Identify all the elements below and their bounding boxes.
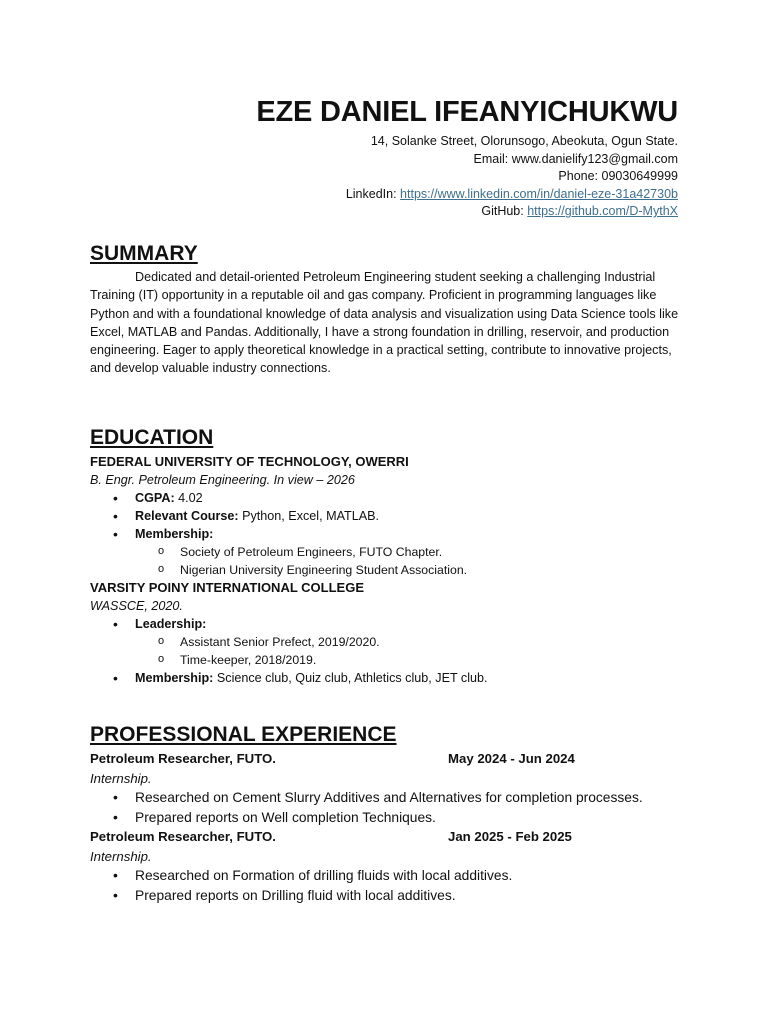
job-role: Petroleum Researcher [90, 829, 230, 844]
job-bullet: • Prepared reports on Well completion Techniques. [90, 808, 680, 828]
exam-line: WASSCE, 2020. [90, 599, 183, 613]
job-org: , FUTO. [229, 829, 276, 844]
resume-header [90, 94, 678, 221]
leadership-label: Leadership: [135, 617, 207, 631]
membership-value: Science club, Quiz club, Athletics club, JET club. [216, 671, 488, 685]
course-label: Relevant Course: [135, 509, 239, 523]
membership-label: Membership: [135, 527, 214, 541]
job-bullet: • Prepared reports on Drilling fluid with local additives. [90, 886, 680, 906]
summary-section [90, 268, 680, 378]
experience-section [90, 749, 680, 905]
degree-line: B. Engr. Petroleum Engineering. In view – 2026 [90, 473, 355, 487]
job-type: Internship. [90, 770, 152, 786]
membership-label: Membership: [135, 671, 214, 685]
phone-value: 09030649999 [601, 169, 678, 184]
cgpa-value: 4.02 [178, 491, 203, 505]
club-membership-item [90, 669, 680, 687]
email-value: www.danielify123@gmail.com [511, 151, 678, 166]
linkedin-label: LinkedIn: [345, 186, 397, 201]
job-org: , FUTO. [229, 751, 276, 766]
job-type: Internship. [90, 848, 152, 864]
course-item [90, 507, 680, 525]
github-link[interactable]: https://github.com/D-MythX [527, 204, 678, 219]
cgpa-label: CGPA: [135, 491, 175, 505]
membership-subitem: o Nigerian University Engineering Student Association. [90, 561, 680, 579]
leadership-item [90, 615, 680, 633]
school-name: VARSITY POINY INTERNATIONAL COLLEGE [90, 580, 364, 595]
leadership-subitem: o Assistant Senior Prefect, 2019/2020. [90, 633, 680, 651]
job-bullets [90, 866, 680, 905]
summary-text: Dedicated and detail-oriented Petroleum Engineering student seeking a challenging Industrial Training (IT) opportunity in a reputable oil and gas company. Proficient in programming languages like Python and with a foundational knowledge of data analysis and visualization using Data Science tools like Excel, MATLAB and Pandas. Additionally, I have a strong foundation in drilling, reservoir, and production engineering. Eager to apply theoretical knowledge in a practical setting, contribute to innovative projects, and develop valuable industry connections. [90, 270, 679, 376]
linkedin-link[interactable]: https://www.linkedin.com/in/daniel-eze-31a42730b [400, 186, 678, 201]
school2-details [90, 615, 680, 687]
cgpa-item [90, 489, 680, 507]
course-value: Python, Excel, MATLAB. [242, 509, 380, 523]
github-label: GitHub: [481, 204, 524, 219]
job-title-row [90, 749, 680, 769]
github-line [90, 203, 678, 221]
school1-details [90, 489, 680, 579]
school-name: FEDERAL UNIVERSITY OF TECHNOLOGY, OWERRI [90, 454, 409, 469]
job-title-row [90, 827, 680, 847]
summary-heading: SUMMARY [90, 242, 198, 265]
experience-heading: PROFESSIONAL EXPERIENCE [90, 723, 397, 746]
job-bullets [90, 788, 680, 827]
membership-item [90, 525, 680, 543]
address-line: 14, Solanke Street, Olorunsogo, Abeokuta, Ogun State. [370, 134, 678, 148]
job-bullet: • Researched on Cement Slurry Additives and Alternatives for completion processes. [90, 788, 680, 808]
candidate-name: EZE DANIEL IFEANYICHUKWU [256, 96, 678, 128]
job-dates: Jan 2025 - Feb 2025 [448, 829, 572, 844]
linkedin-line [90, 186, 678, 204]
membership-subitem: o Society of Petroleum Engineers, FUTO Chapter. [90, 543, 680, 561]
email-line [90, 151, 678, 169]
email-label: Email: [473, 151, 509, 166]
education-heading: EDUCATION [90, 426, 214, 449]
phone-line [90, 168, 678, 186]
education-section [90, 453, 680, 687]
job-role: Petroleum Researcher [90, 751, 230, 766]
job-dates: May 2024 - Jun 2024 [448, 751, 575, 766]
phone-label: Phone: [558, 169, 599, 184]
job-bullet: • Researched on Formation of drilling fluids with local additives. [90, 866, 680, 886]
leadership-subitem: o Time-keeper, 2018/2019. [90, 651, 680, 669]
